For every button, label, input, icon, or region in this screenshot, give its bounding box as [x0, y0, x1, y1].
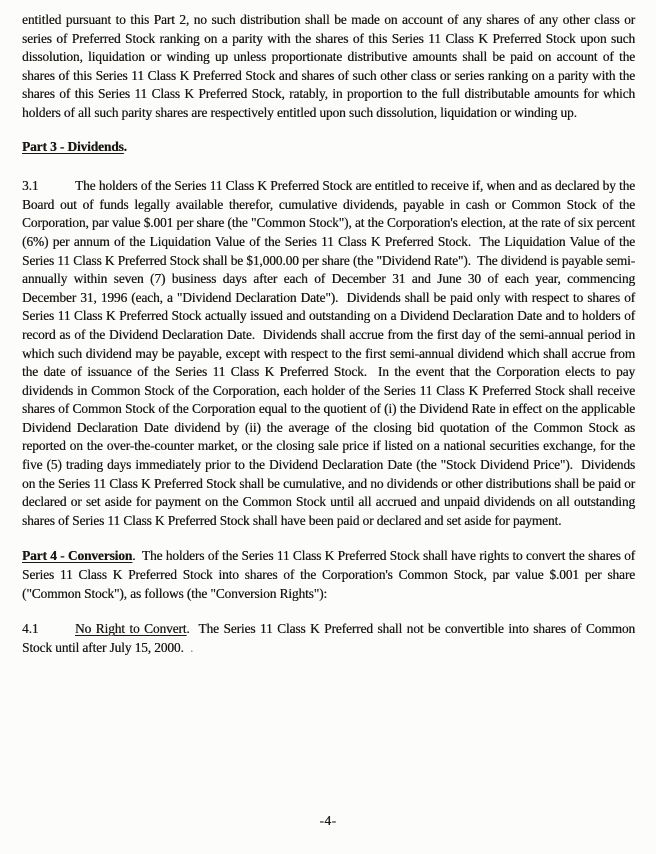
section-4-1-paragraph: [22, 620, 639, 657]
section-4-1-text: . The Series 11 Class K Preferred shall not be convertible into shares of Common Stock until after July 15, 2000.: [22, 621, 639, 655]
part-4-text: . The holders of the Series 11 Class K Preferred Stock shall have rights to convert the shares of Series 11 Class K Preferred Stock into shares of the Corporation's Common Stock, par value $.001 per share ("Common Stock"), as follows (the "Conversion Rights"):: [22, 548, 639, 601]
section-3-1-text: The holders of the Series 11 Class K Preferred Stock are entitled to receive if, when and as declared by the Board out of funds legally available therefor, cumulative dividends, payable in cash or Common Stock of the Corporation, par value $.001 per share (the "Common Stock"), at the Corporation's election, at the rate of six percent (6%) per annum of the Liquidation Value of the Series 11 Class K Preferred Stock. The Liquidation Value of the Series 11 Class K Preferred Stock shall be $1,000.00 per share (the "Dividend Rate"). The dividend is payable semi-annually within seven (7) business days after each of December 31 and June 30 of each year, commencing December 31, 1996 (each, a "Dividend Declaration Date"). Dividends shall be paid only with respect to shares of Series 11 Class K Preferred Stock actually issued and outstanding on a Dividend Declaration Date and to holders of record as of the Dividend Declaration Date. Dividends shall accrue from the first day of the semi-annual period in which such dividend may be payable, except with respect to the first semi-annual dividend which shall accrue from the date of issuance of the Series 11 Class K Preferred Stock. In the event that the Corporation elects to pay dividends in Common Stock of the Corporation, each holder of the Series 11 Class K Preferred Stock shall receive shares of Common Stock of the Corporation equal to the quotient of (i) the Dividend Rate in effect on the applicable Dividend Declaration Date dividend by (ii) the average of the closing bid quotation of the Common Stock as reported on the over-the-counter market, or the closing sale price if listed on a national securities exchange, for the five (5) trading days immediately prior to the Dividend Declaration Date (the "Stock Dividend Price"). Dividends on the Series 11 Class K Preferred Stock shall be cumulative, and no dividends or other distributions shall be paid or declared or set aside for payment on the Common Stock until all accrued and unpaid dividends on all outstanding shares of Series 11 Class K Preferred Stock shall have been paid or declared and set aside for payment.: [22, 178, 639, 528]
part-3-heading-period: .: [123, 138, 127, 154]
part-3-heading: [22, 138, 635, 157]
scan-artifact-dot: .: [183, 639, 194, 655]
page-number: -4-: [319, 813, 337, 828]
section-4-1-number: 4.1: [22, 621, 39, 637]
part-4-heading-text: Part 4 - Conversion: [22, 548, 133, 564]
part-3-heading-text: Part 3 - Dividends: [22, 138, 124, 154]
section-3-1-number: 3.1: [22, 178, 39, 194]
section-4-1-title: No Right to Convert: [75, 621, 187, 637]
section-3-1-paragraph: [22, 177, 639, 530]
continued-paragraph: entitled pursuant to this Part 2, no such distribution shall be made on account of any shares of any other class or series of Preferred Stock ranking on a parity with the shares of this Series 11 Class K Preferred Stock upon such dissolution, liquidation or winding up unless proportionate distributive amounts shall be paid on account of the shares of this Series 11 Class K Preferred Stock and shares of such other class or series ranking on a parity with the shares of this Series 11 Class K Preferred Stock, ratably, in proportion to the full distributable amounts for which holders of all such parity shares are respectively entitled upon such dissolution, liquidation or winding up.: [22, 12, 639, 120]
part-4-paragraph: [22, 547, 639, 603]
